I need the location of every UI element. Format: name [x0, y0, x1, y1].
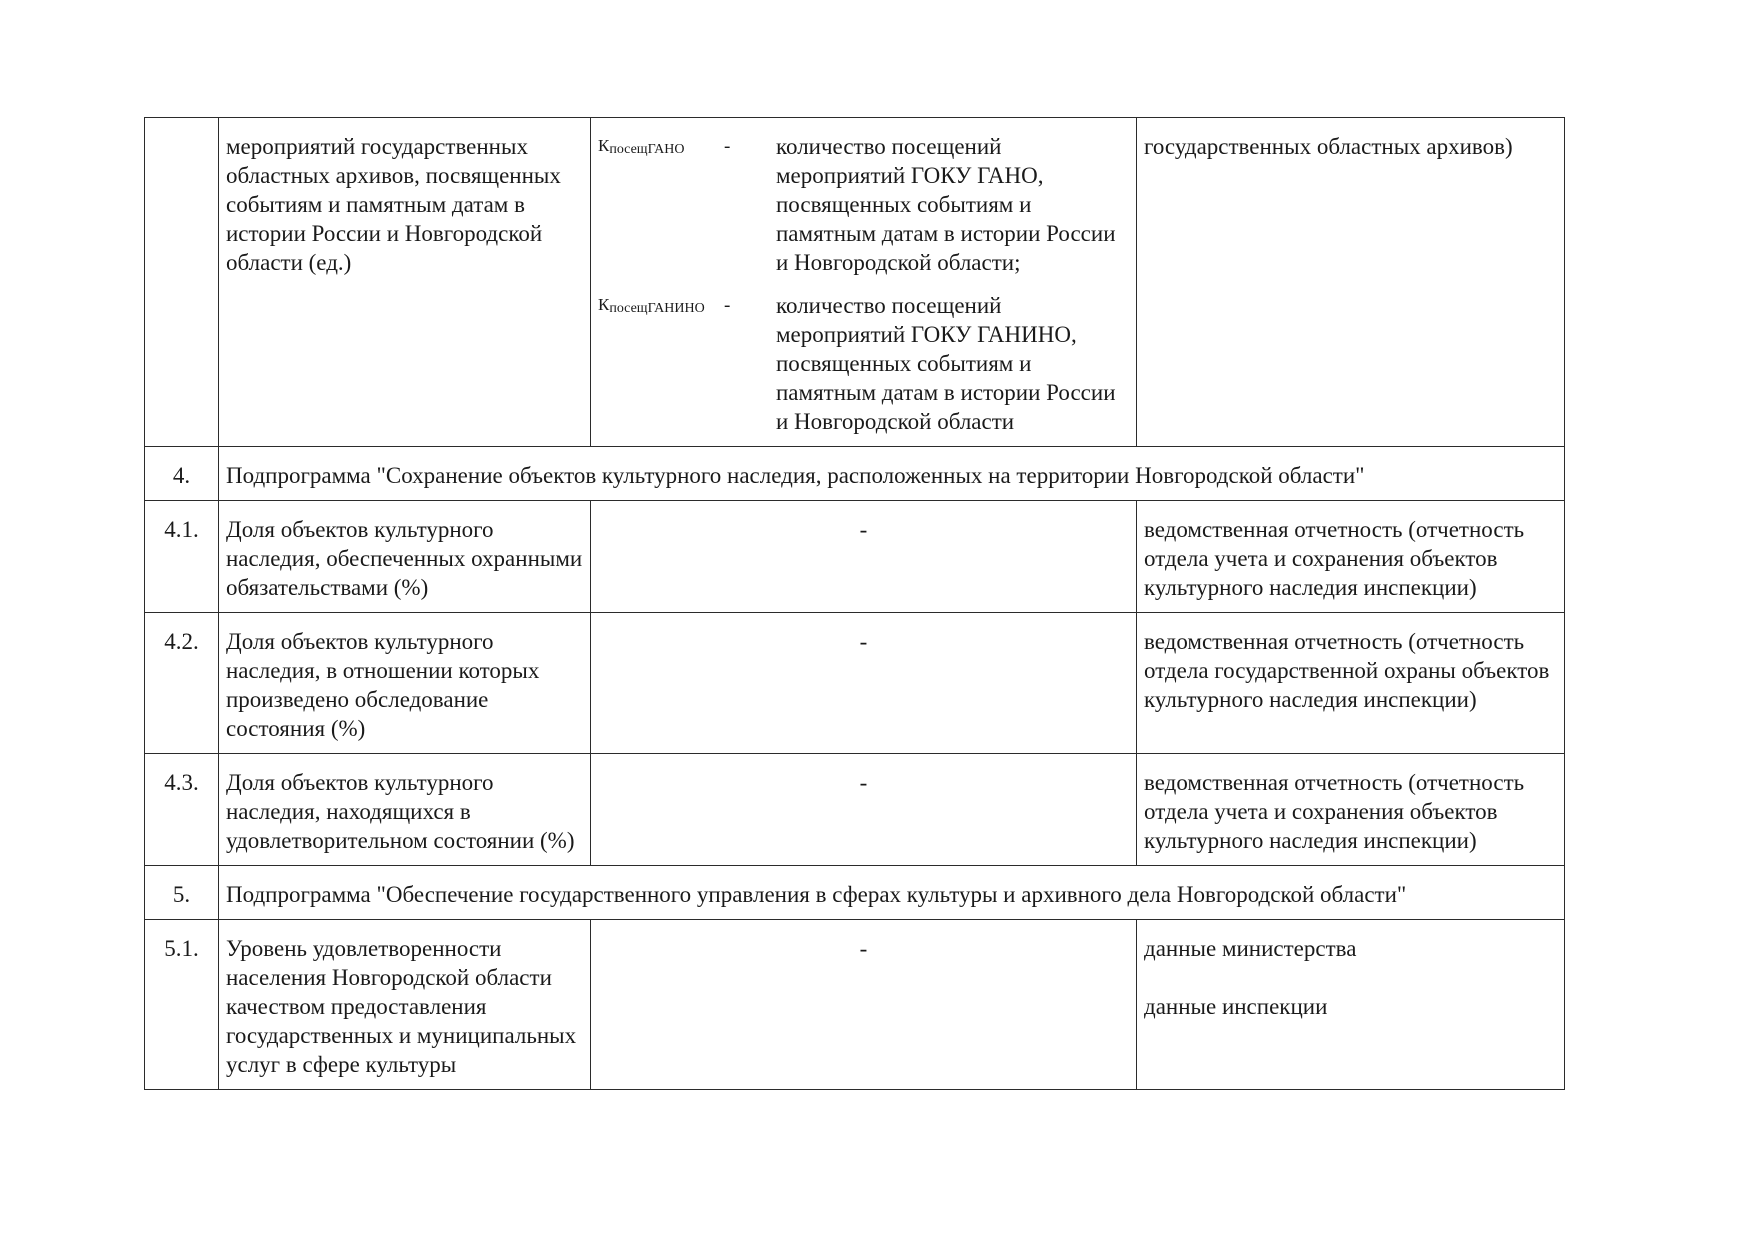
data-source: ведомственная отчетность (отчетность отдела государственной охраны объектов культурного наследия инспекции) [1137, 613, 1565, 754]
row-number [145, 118, 219, 447]
formula-cell: - [591, 501, 1137, 613]
section-number: 5. [145, 866, 219, 920]
indicators-table [144, 117, 1565, 1090]
row-number: 4.3. [145, 754, 219, 866]
indicator-name: Доля объектов культурного наследия, обеспеченных охранными обязательствами (%) [219, 501, 591, 613]
formula-line [598, 291, 1129, 436]
table-row-continuation [145, 118, 1565, 447]
formula-cell: - [591, 754, 1137, 866]
data-source-line: данные инспекции [1144, 994, 1328, 1019]
indicator-name: мероприятий государственных областных архивов, посвященных событиям и памятным датам в истории России и Новгородской области (ед.) [219, 118, 591, 447]
formula-cell: - [591, 920, 1137, 1090]
indicator-name: Доля объектов культурного наследия, в отношении которых произведено обследование состояния (%) [219, 613, 591, 754]
data-source: ведомственная отчетность (отчетность отдела учета и сохранения объектов культурного наследия инспекции) [1137, 754, 1565, 866]
section-row-4 [145, 447, 1565, 501]
formula-line [598, 132, 1129, 277]
formula-symbol: $К_{посещГАНИНО}$ [598, 295, 705, 316]
row-number: 4.1. [145, 501, 219, 613]
formula-dash: - [724, 295, 731, 316]
section-title: Подпрограмма "Сохранение объектов культурного наследия, расположенных на территории Новгородской области" [219, 447, 1565, 501]
section-title: Подпрограмма "Обеспечение государственного управления в сферах культуры и архивного дела Новгородской области" [219, 866, 1565, 920]
data-source [1137, 920, 1565, 1090]
indicator-name: Уровень удовлетворенности населения Новгородской области качеством предоставления государственных и муниципальных услуг в сфере культуры [219, 920, 591, 1090]
row-number: 5.1. [145, 920, 219, 1090]
section-row-5 [145, 866, 1565, 920]
formula-cell [591, 118, 1137, 447]
data-source: ведомственная отчетность (отчетность отдела учета и сохранения объектов культурного наследия инспекции) [1137, 501, 1565, 613]
formula-symbol: $К_{посещГАНО}$ [598, 136, 685, 157]
formula-description: количество посещений мероприятий ГОКУ ГАНИНО, посвященных событиям и памятным датам в истории России и Новгородской области [776, 293, 1116, 434]
table-row [145, 613, 1565, 754]
data-source-line: данные министерства [1144, 936, 1357, 961]
table-row [145, 754, 1565, 866]
section-number: 4. [145, 447, 219, 501]
data-source: государственных областных архивов) [1137, 118, 1565, 447]
indicator-name: Доля объектов культурного наследия, находящихся в удовлетворительном состоянии (%) [219, 754, 591, 866]
table-row [145, 501, 1565, 613]
formula-dash: - [724, 136, 731, 157]
row-number: 4.2. [145, 613, 219, 754]
formula-description: количество посещений мероприятий ГОКУ ГАНО, посвященных событиям и памятным датам в истории России и Новгородской области; [776, 134, 1116, 275]
formula-cell: - [591, 613, 1137, 754]
table-row [145, 920, 1565, 1090]
